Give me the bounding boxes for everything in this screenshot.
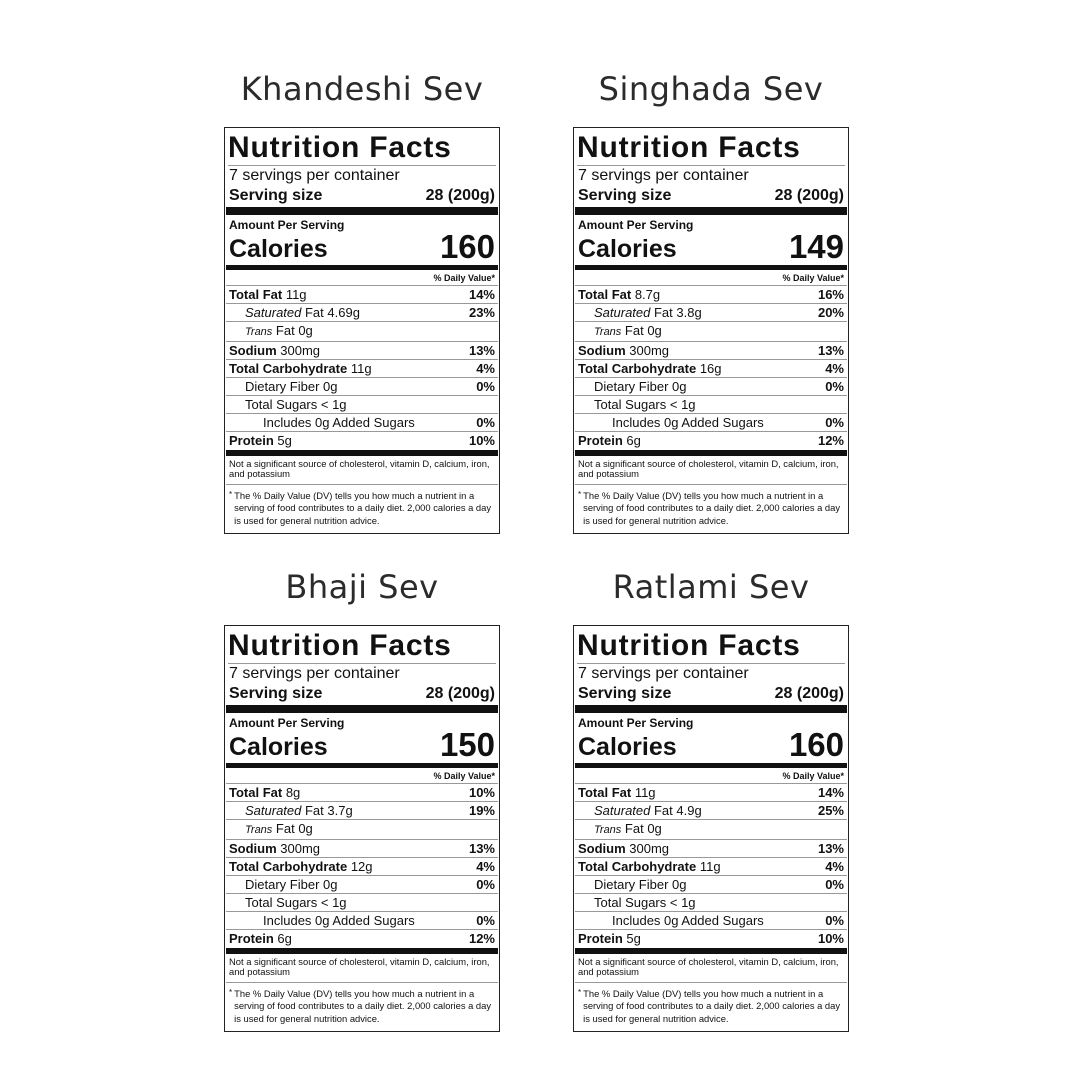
nutrient-label: Total Carbohydrate	[229, 361, 348, 376]
nutrient-label: Total Carbohydrate	[578, 859, 697, 874]
footnote-text: The % Daily Value (DV) tells you how much a nutrient in a serving of food contributes to a daily diet. 2,000 calories a day is used for general nutrition advice.	[234, 988, 492, 1024]
nutrient-row-sodium	[575, 342, 847, 360]
daily-value-footnote	[578, 983, 844, 1025]
divider-medium	[575, 265, 847, 270]
nutrient-amount: 5g	[622, 931, 641, 946]
nutrient-label: Protein	[578, 931, 623, 946]
nutrient-label: Total Sugars	[594, 397, 667, 412]
nutrient-row-trans-fat	[575, 820, 847, 840]
nutrient-label: Total Fat	[229, 287, 283, 302]
divider-medium	[226, 763, 498, 768]
nutrient-row-added-sugars	[575, 414, 847, 432]
nutrient-row-sodium	[226, 342, 498, 360]
divider-thick	[575, 207, 847, 215]
divider-thick	[226, 705, 498, 713]
nutrient-pct: 0%	[825, 415, 844, 430]
nutrient-label: Includes 0g Added Sugars	[612, 913, 764, 928]
nutrient-label: Saturated	[245, 305, 302, 320]
servings-per-container: 7 servings per container	[229, 665, 400, 682]
nutrient-label: Protein	[578, 433, 623, 448]
calories-value: 160	[788, 726, 844, 763]
nutrient-label: Includes 0g Added Sugars	[263, 415, 415, 430]
serving-size-label: Serving size	[229, 685, 323, 702]
divider-thick	[575, 705, 847, 713]
nutrient-pct: 0%	[476, 877, 495, 892]
calories-row	[229, 230, 495, 263]
product-title: Bhaji Sev	[285, 568, 439, 606]
nutrient-label: Sodium	[229, 841, 277, 856]
nutrient-row-total-fat	[575, 286, 847, 304]
not-significant-note: Not a significant source of cholesterol, vitamin D, calcium, iron, and potassium	[226, 957, 498, 983]
nutrient-amount: 0g	[319, 877, 338, 892]
nutrient-pct: 25%	[817, 803, 844, 818]
serving-size-value: 28 (200g)	[774, 187, 844, 204]
nutrition-facts-heading: Nutrition Facts	[577, 629, 845, 664]
calories-label: Calories	[229, 733, 328, 761]
calories-row	[578, 728, 844, 761]
nutrient-amount: 8.7g	[631, 287, 661, 302]
nutrient-label: Total Carbohydrate	[578, 361, 697, 376]
footnote-star: *	[578, 988, 582, 997]
nutrition-facts-label	[224, 625, 500, 1032]
nutrient-pct: 0%	[476, 415, 495, 430]
nutrient-pct: 0%	[825, 379, 844, 394]
nutrient-label: Sodium	[229, 343, 277, 358]
nutrient-label: Total Fat	[578, 785, 632, 800]
nutrient-row-protein	[226, 930, 498, 947]
nutrient-label: Protein	[229, 931, 274, 946]
daily-value-footnote	[229, 485, 495, 527]
divider-end	[226, 948, 498, 954]
daily-value-footnote	[229, 983, 495, 1025]
nutrient-label-suffix: Fat	[650, 305, 673, 320]
nutrition-facts-heading: Nutrition Facts	[228, 131, 496, 166]
serving-size-row	[578, 684, 844, 703]
nutrient-label: Dietary Fiber	[594, 379, 669, 394]
nutrient-pct: 13%	[468, 343, 495, 358]
nutrient-amount: 6g	[622, 433, 641, 448]
nutrient-pct: 0%	[825, 877, 844, 892]
nutrient-row-protein	[226, 432, 498, 449]
nutrient-row-total-carbohydrate	[575, 858, 847, 876]
serving-size-label: Serving size	[229, 187, 323, 204]
nutrient-label-suffix: Fat	[301, 305, 324, 320]
product-card-ratlami-sev	[573, 564, 849, 1032]
nutrient-amount: 11g	[696, 859, 721, 874]
nutrient-pct: 0%	[476, 913, 495, 928]
nutrient-amount: 4.69g	[323, 305, 360, 320]
nutrient-row-saturated-fat	[226, 802, 498, 820]
calories-value: 160	[439, 228, 495, 265]
serving-size-value: 28 (200g)	[774, 685, 844, 702]
divider-medium	[575, 763, 847, 768]
nutrient-pct: 14%	[817, 785, 844, 800]
nutrient-row-total-sugars	[575, 396, 847, 414]
nutrient-row-total-fat	[226, 286, 498, 304]
nutrient-row-added-sugars	[226, 912, 498, 930]
nutrient-label: Sodium	[578, 343, 626, 358]
nutrient-label: Total Sugars	[245, 397, 318, 412]
nutrient-label-suffix: Fat	[621, 821, 644, 836]
nutrient-pct: 10%	[468, 785, 495, 800]
nutrient-amount: < 1g	[317, 895, 347, 910]
footnote-star: *	[578, 490, 582, 499]
nutrient-pct: 0%	[825, 913, 844, 928]
nutrient-amount: 3.7g	[323, 803, 353, 818]
daily-value-header: % Daily Value*	[575, 271, 847, 286]
nutrient-label: Saturated	[245, 803, 302, 818]
nutrient-amount: 0g	[668, 379, 687, 394]
nutrient-row-sodium	[575, 840, 847, 858]
nutrient-row-sodium	[226, 840, 498, 858]
nutrient-pct: 10%	[468, 433, 495, 448]
not-significant-note: Not a significant source of cholesterol, vitamin D, calcium, iron, and potassium	[226, 459, 498, 485]
nutrient-amount: 4.9g	[672, 803, 702, 818]
nutrient-amount: 6g	[273, 931, 292, 946]
nutrient-pct: 4%	[476, 361, 495, 376]
nutrient-amount: 300mg	[276, 841, 321, 856]
servings-per-container: 7 servings per container	[229, 167, 400, 184]
nutrient-amount: 300mg	[625, 343, 670, 358]
divider-end	[226, 450, 498, 456]
divider-end	[575, 948, 847, 954]
nutrient-label-suffix: Fat	[301, 803, 324, 818]
nutrient-pct: 14%	[468, 287, 495, 302]
nutrient-amount: 300mg	[276, 343, 321, 358]
product-card-bhaji-sev	[224, 564, 500, 1032]
nutrient-amount: 0g	[668, 877, 687, 892]
not-significant-note: Not a significant source of cholesterol, vitamin D, calcium, iron, and potassium	[575, 459, 847, 485]
serving-size-row	[229, 684, 495, 703]
nutrient-row-protein	[575, 432, 847, 449]
product-card-singhada-sev	[573, 66, 849, 534]
calories-label: Calories	[229, 235, 328, 263]
nutrient-label: Trans	[594, 824, 622, 836]
nutrient-pct: 4%	[825, 361, 844, 376]
nutrient-label: Saturated	[594, 803, 651, 818]
nutrient-label: Trans	[245, 824, 273, 836]
nutrient-row-dietary-fiber	[226, 876, 498, 894]
nutrient-label: Dietary Fiber	[245, 379, 320, 394]
divider-end	[575, 450, 847, 456]
footnote-star: *	[229, 988, 233, 997]
nutrient-amount: 0g	[294, 821, 313, 836]
footnote-star: *	[229, 490, 233, 499]
daily-value-header: % Daily Value*	[226, 769, 498, 784]
nutrient-amount: 0g	[319, 379, 338, 394]
nutrient-label: Dietary Fiber	[594, 877, 669, 892]
calories-value: 149	[788, 228, 844, 265]
nutrient-pct: 4%	[476, 859, 495, 874]
nutrition-facts-label	[573, 127, 849, 534]
nutrient-row-trans-fat	[226, 820, 498, 840]
nutrition-facts-heading: Nutrition Facts	[577, 131, 845, 166]
nutrient-label-suffix: Fat	[621, 323, 644, 338]
nutrient-row-added-sugars	[226, 414, 498, 432]
servings-per-container: 7 servings per container	[578, 167, 749, 184]
nutrient-label: Total Carbohydrate	[229, 859, 348, 874]
nutrient-pct: 19%	[468, 803, 495, 818]
nutrient-label: Saturated	[594, 305, 651, 320]
nutrient-amount: 0g	[643, 821, 662, 836]
daily-value-header: % Daily Value*	[226, 271, 498, 286]
nutrient-pct: 13%	[817, 343, 844, 358]
nutrient-amount: 11g	[282, 287, 307, 302]
amount-per-serving: Amount Per Serving	[578, 218, 694, 232]
nutrient-pct: 12%	[817, 433, 844, 448]
calories-label: Calories	[578, 733, 677, 761]
nutrient-amount: 300mg	[625, 841, 670, 856]
nutrient-label: Trans	[245, 326, 273, 338]
calories-label: Calories	[578, 235, 677, 263]
nutrition-facts-label	[224, 127, 500, 534]
serving-size-row	[229, 186, 495, 205]
serving-size-label: Serving size	[578, 685, 672, 702]
nutrient-pct: 20%	[817, 305, 844, 320]
footnote-text: The % Daily Value (DV) tells you how much a nutrient in a serving of food contributes to a daily diet. 2,000 calories a day is used for general nutrition advice.	[583, 490, 841, 526]
nutrient-row-total-fat	[226, 784, 498, 802]
nutrient-amount: 11g	[347, 361, 372, 376]
serving-size-value: 28 (200g)	[425, 685, 495, 702]
nutrient-amount: 0g	[294, 323, 313, 338]
nutrient-label: Total Fat	[578, 287, 632, 302]
amount-per-serving: Amount Per Serving	[578, 716, 694, 730]
nutrient-amount: 11g	[631, 785, 656, 800]
nutrient-row-saturated-fat	[226, 304, 498, 322]
nutrient-amount: < 1g	[666, 397, 696, 412]
nutrient-label: Protein	[229, 433, 274, 448]
divider-thick	[226, 207, 498, 215]
nutrient-amount: 8g	[282, 785, 301, 800]
product-title: Ratlami Sev	[612, 568, 810, 606]
nutrient-label: Total Sugars	[594, 895, 667, 910]
amount-per-serving: Amount Per Serving	[229, 218, 345, 232]
daily-value-footnote	[578, 485, 844, 527]
nutrient-pct: 16%	[817, 287, 844, 302]
nutrient-label: Includes 0g Added Sugars	[612, 415, 764, 430]
product-card-khandeshi-sev	[224, 66, 500, 534]
nutrient-row-trans-fat	[575, 322, 847, 342]
nutrient-pct: 12%	[468, 931, 495, 946]
calories-value: 150	[439, 726, 495, 763]
nutrient-row-dietary-fiber	[226, 378, 498, 396]
nutrient-label: Total Fat	[229, 785, 283, 800]
nutrient-label: Total Sugars	[245, 895, 318, 910]
nutrient-amount: 5g	[273, 433, 292, 448]
nutrient-label: Sodium	[578, 841, 626, 856]
nutrient-row-total-carbohydrate	[226, 858, 498, 876]
product-title: Singhada Sev	[598, 70, 824, 108]
nutrient-row-total-fat	[575, 784, 847, 802]
nutrient-label-suffix: Fat	[272, 821, 295, 836]
nutrition-facts-label	[573, 625, 849, 1032]
nutrient-row-protein	[575, 930, 847, 947]
nutrient-pct: 4%	[825, 859, 844, 874]
nutrient-label: Includes 0g Added Sugars	[263, 913, 415, 928]
daily-value-header: % Daily Value*	[575, 769, 847, 784]
nutrient-row-added-sugars	[575, 912, 847, 930]
footnote-text: The % Daily Value (DV) tells you how much a nutrient in a serving of food contributes to a daily diet. 2,000 calories a day is used for general nutrition advice.	[234, 490, 492, 526]
nutrient-pct: 13%	[817, 841, 844, 856]
nutrient-amount: 0g	[643, 323, 662, 338]
servings-per-container: 7 servings per container	[578, 665, 749, 682]
amount-per-serving: Amount Per Serving	[229, 716, 345, 730]
nutrient-amount: < 1g	[666, 895, 696, 910]
nutrient-label: Dietary Fiber	[245, 877, 320, 892]
nutrient-row-dietary-fiber	[575, 378, 847, 396]
nutrient-row-total-carbohydrate	[226, 360, 498, 378]
nutrient-pct: 13%	[468, 841, 495, 856]
calories-row	[229, 728, 495, 761]
product-title: Khandeshi Sev	[240, 70, 484, 108]
nutrient-row-dietary-fiber	[575, 876, 847, 894]
not-significant-note: Not a significant source of cholesterol, vitamin D, calcium, iron, and potassium	[575, 957, 847, 983]
nutrient-label-suffix: Fat	[650, 803, 673, 818]
nutrient-row-total-sugars	[575, 894, 847, 912]
serving-size-label: Serving size	[578, 187, 672, 204]
nutrient-row-total-carbohydrate	[575, 360, 847, 378]
footnote-text: The % Daily Value (DV) tells you how much a nutrient in a serving of food contributes to a daily diet. 2,000 calories a day is used for general nutrition advice.	[583, 988, 841, 1024]
nutrient-row-total-sugars	[226, 396, 498, 414]
nutrient-pct: 10%	[817, 931, 844, 946]
calories-row	[578, 230, 844, 263]
nutrition-facts-heading: Nutrition Facts	[228, 629, 496, 664]
nutrient-row-trans-fat	[226, 322, 498, 342]
nutrient-amount: 3.8g	[672, 305, 702, 320]
nutrient-row-total-sugars	[226, 894, 498, 912]
nutrient-row-saturated-fat	[575, 304, 847, 322]
nutrient-pct: 0%	[476, 379, 495, 394]
nutrient-label-suffix: Fat	[272, 323, 295, 338]
nutrient-row-saturated-fat	[575, 802, 847, 820]
serving-size-row	[578, 186, 844, 205]
nutrient-pct: 23%	[468, 305, 495, 320]
nutrient-label: Trans	[594, 326, 622, 338]
nutrient-amount: < 1g	[317, 397, 347, 412]
divider-medium	[226, 265, 498, 270]
serving-size-value: 28 (200g)	[425, 187, 495, 204]
nutrient-amount: 16g	[696, 361, 722, 376]
nutrient-amount: 12g	[347, 859, 373, 874]
